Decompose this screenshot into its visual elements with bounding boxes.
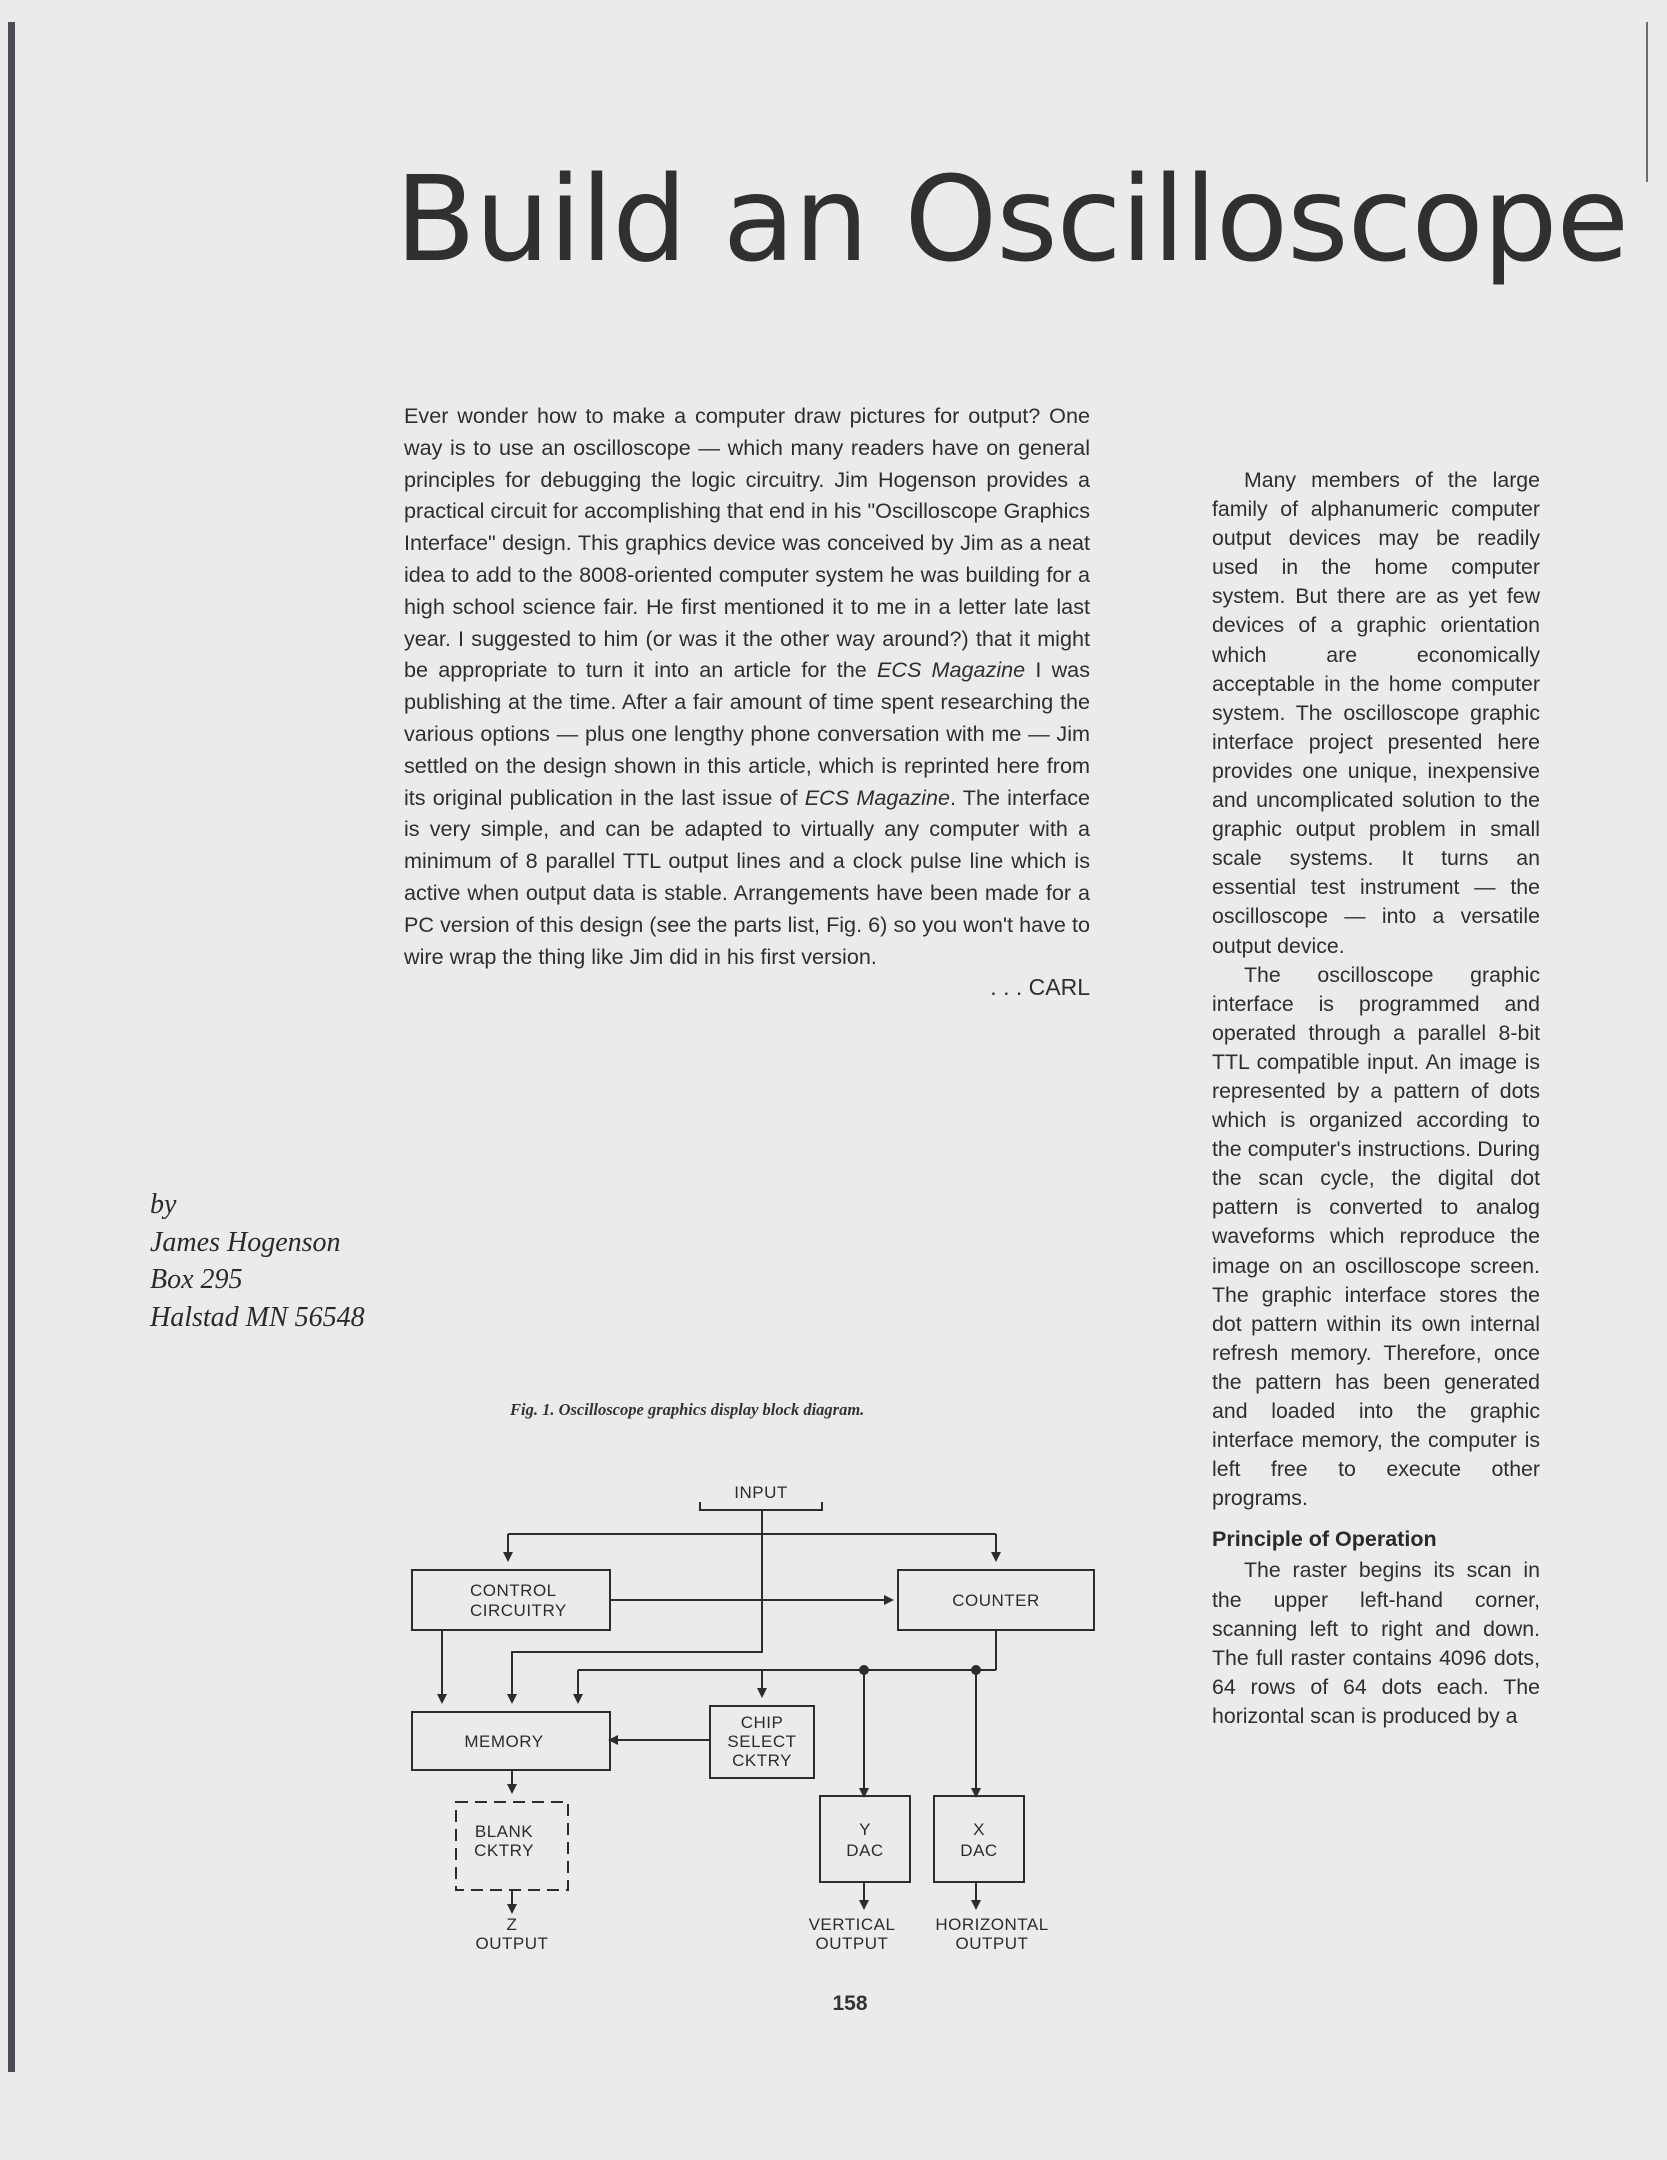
y-dac-box xyxy=(820,1796,910,1882)
memory-label: MEMORY xyxy=(464,1732,544,1751)
section-heading: Principle of Operation xyxy=(1212,1527,1437,1552)
right-margin-rule xyxy=(1646,22,1648,182)
author-box: Box 295 xyxy=(150,1264,243,1295)
counter-label: COUNTER xyxy=(952,1591,1040,1610)
ydac-label: Y xyxy=(859,1820,871,1839)
xdac-label: X xyxy=(973,1820,985,1839)
input-label: INPUT xyxy=(734,1483,788,1502)
horizontal-output-label: OUTPUT xyxy=(955,1934,1029,1953)
junction-dot xyxy=(859,1665,869,1675)
editor-intro xyxy=(404,400,1090,1004)
junction-dot xyxy=(971,1665,981,1675)
chip-select-label: CHIP xyxy=(740,1713,784,1732)
body-paragraph: The oscilloscope graphic interface is programmed and operated through a parallel 8-bit TTL compatible input. An image is represented by a pattern of dots which is organized according to the computer's instructions. During the scan cycle, the digital dot pattern is converted to analog waveforms which reproduce the image on an oscilloscope screen. The graphic interface stores the dot pattern within its own internal refresh memory. Therefore, once the pattern has been generated and loaded into the graphic interface memory, the computer is left free to execute other programs. xyxy=(1212,962,1540,1511)
body-column xyxy=(1212,466,1540,1731)
xdac-label: DAC xyxy=(960,1841,998,1860)
vertical-output-label: VERTICAL xyxy=(808,1915,896,1934)
figure-caption: Fig. 1. Oscilloscope graphics display block diagram. xyxy=(510,1400,865,1419)
chip-select-label: CKTRY xyxy=(732,1751,792,1770)
block-diagram xyxy=(400,1470,1120,1960)
x-dac-box xyxy=(934,1796,1024,1882)
ydac-label: DAC xyxy=(846,1841,884,1860)
input-bracket xyxy=(700,1502,822,1510)
control-label: CIRCUITRY xyxy=(470,1601,567,1620)
byline-by: by xyxy=(150,1189,177,1220)
author-name: James Hogenson xyxy=(150,1226,341,1258)
horizontal-output-label: HORIZONTAL xyxy=(935,1915,1049,1934)
z-output-label: OUTPUT xyxy=(475,1934,549,1953)
vertical-output-label: OUTPUT xyxy=(815,1934,889,1953)
editor-signature: . . . CARL xyxy=(990,974,1090,1001)
magazine-name: ECS Magazine xyxy=(876,657,1026,683)
control-label: CONTROL xyxy=(470,1581,557,1600)
body-paragraph: Many members of the large family of alphanumeric computer output devices may be readily used in the home computer system. But there are as yet few devices of a graphic orientation which are economically acceptable in the home computer system. The oscilloscope graphic interface project presented here provides one unique, inexpensive and uncomplicated solution to the graphic output problem in small scale systems. It turns an essential test instrument — the oscilloscope — into a versatile output device. xyxy=(1212,468,1540,958)
control-circuitry-box xyxy=(412,1570,610,1630)
body-paragraph: The raster begins its scan in the upper left-hand corner, scanning left to right and down. The full raster contains 4096 dots, 64 rows of 64 dots each. The horizontal scan is produced by a xyxy=(1212,1558,1540,1728)
article-title: Build an Oscilloscope xyxy=(395,150,1629,288)
left-margin-rule xyxy=(8,22,15,2072)
z-output-label: Z xyxy=(506,1915,518,1934)
blank-label: CKTRY xyxy=(474,1841,534,1860)
blank-label: BLANK xyxy=(474,1822,534,1841)
magazine-name: ECS Magazine xyxy=(804,784,950,810)
chip-select-label: SELECT xyxy=(727,1732,797,1751)
author-byline xyxy=(150,1186,450,1336)
author-city: Halstad MN 56548 xyxy=(150,1301,365,1333)
page-number: 158 xyxy=(832,1992,868,2015)
intro-paragraph: Ever wonder how to make a computer draw pictures for output? One way is to use an oscilloscope — which many readers have on general principles for debugging the logic circuitry. Jim Hogenson provides a practical circuit for accomplishing that end in his "Oscilloscope Graphics Interface" design. This graphics device was conceived by Jim as a neat idea to add to the 8008-oriented computer system he was building for a high school science fair. He first mentioned it to me in a letter late last year. I suggested to him (or was it the other way around?) that it might be appropriate to turn it into an article for the ECS Magazine I was publishing at the time. After a fair amount of time spent researching the various options — plus one lengthy phone conversation with me — Jim settled on the design shown in this article, which is reprinted here from its original publication in the last issue of ECS Magazine. The interface is very simple, and can be adapted to virtually any computer with a minimum of 8 parallel TTL output lines and a clock pulse line which is active when output data is stable. Arrangements have been made for a PC version of this design (see the parts list, Fig. 6) so you won't have to wire wrap the thing like Jim did in his first version. xyxy=(404,403,1091,969)
